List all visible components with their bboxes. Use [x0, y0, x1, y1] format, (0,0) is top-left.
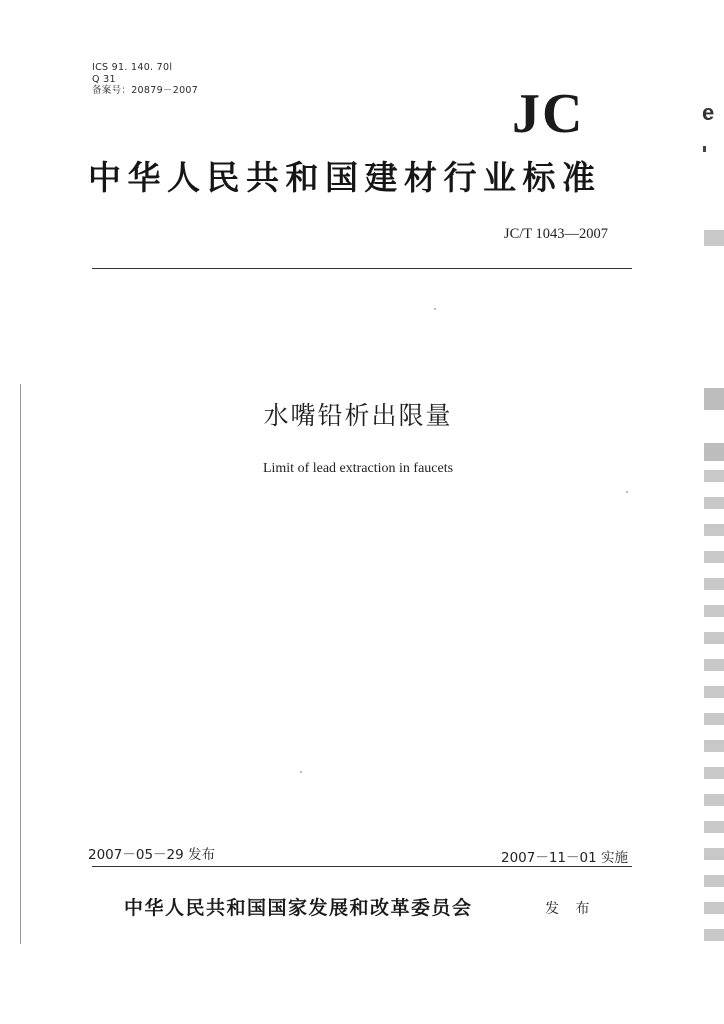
next-page-edge-block: [704, 443, 724, 461]
record-number: 备案号：20879－2007: [92, 85, 199, 96]
next-page-edge-mark: [703, 146, 706, 152]
next-page-edge-block: [704, 767, 724, 779]
next-page-edge-block: [704, 230, 724, 246]
ccs-code: Q 31: [92, 73, 116, 85]
next-page-edge-block: [704, 497, 724, 509]
footer-divider: [92, 866, 632, 867]
document-title-cn: 水嘴铅析出限量: [263, 401, 453, 430]
header-divider: [92, 268, 632, 269]
scan-speck: [434, 308, 436, 310]
next-page-edge-block: [704, 740, 724, 752]
next-page-edge-block: [704, 551, 724, 563]
next-page-edge-block: [704, 524, 724, 536]
issue-date: 2007－05－29 发布: [88, 847, 216, 863]
classification-block: [92, 62, 198, 97]
next-page-edge-block: [704, 659, 724, 671]
scan-speck: [300, 771, 302, 773]
ics-code: ICS 91. 140. 70l: [92, 62, 173, 73]
next-page-edge-block: [704, 875, 724, 887]
next-page-edge-block: [704, 713, 724, 725]
standard-title: 中华人民共和国建材行业标准: [88, 158, 602, 197]
implementation-date: 2007－11－01 实施: [500, 850, 628, 866]
next-page-edge-block: [704, 821, 724, 833]
publisher-name: 中华人民共和国国家发展和改革委员会: [124, 897, 473, 919]
next-page-edge-block: [704, 794, 724, 806]
next-page-edge-block: [704, 929, 724, 941]
next-page-edge-block: [704, 848, 724, 860]
document-title-en: Limit of lead extraction in faucets: [262, 461, 454, 476]
standard-number: JC/T 1043—2007: [503, 226, 608, 242]
next-page-edge-letter: e: [702, 100, 715, 125]
jc-logo: JC: [512, 83, 585, 145]
next-page-edge-block: [704, 902, 724, 914]
next-page-edge-block: [704, 578, 724, 590]
next-page-edge-block: [704, 632, 724, 644]
next-page-edge-block: [704, 686, 724, 698]
scan-speck: [626, 491, 628, 493]
publish-label: 发 布: [545, 901, 596, 917]
next-page-edge-block: [704, 388, 724, 410]
next-page-edge-block: [704, 470, 724, 482]
next-page-edge-block: [704, 605, 724, 617]
